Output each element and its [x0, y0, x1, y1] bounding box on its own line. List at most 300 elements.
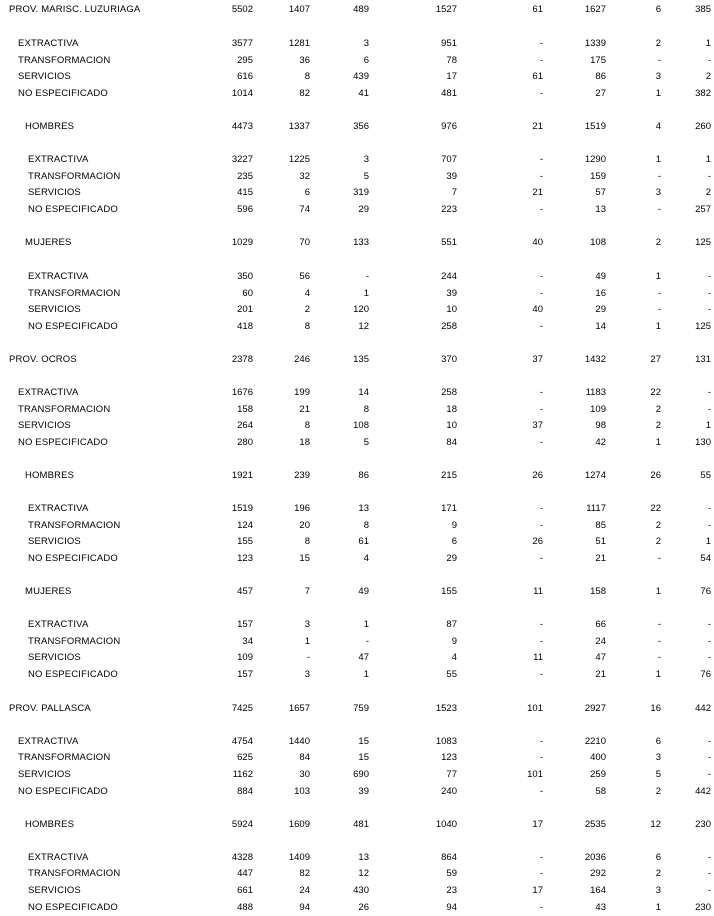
value-cell-col-8: -	[707, 752, 711, 763]
value-cell-col-1: 235	[237, 171, 253, 182]
value-cell-col-2: 1225	[288, 154, 310, 165]
value-cell-col-6: 21	[595, 669, 606, 680]
value-cell-col-4: 707	[441, 154, 457, 165]
value-cell-col-3: 26	[358, 902, 369, 913]
value-cell-col-7: 2	[655, 520, 661, 531]
value-cell-col-1: 124	[237, 520, 253, 531]
value-cell-col-6: 27	[595, 88, 606, 99]
category-row	[0, 70, 714, 84]
row-label: EXTRACTIVA	[18, 736, 79, 747]
value-cell-col-1: 34	[242, 636, 253, 647]
value-cell-col-6: 109	[590, 404, 606, 415]
value-cell-col-7: 1	[655, 88, 661, 99]
value-cell-col-8: -	[707, 619, 711, 630]
value-cell-col-4: 951	[441, 38, 457, 49]
row-label: NO ESPECIFICADO	[28, 902, 118, 913]
value-cell-col-5: -	[539, 88, 543, 99]
value-cell-col-2: 82	[299, 88, 310, 99]
value-cell-col-8: 76	[700, 586, 711, 597]
value-cell-col-7: 1	[655, 437, 661, 448]
value-cell-col-2: 1657	[288, 703, 310, 714]
value-cell-col-8: -	[707, 652, 711, 663]
subcategory-row	[0, 884, 714, 898]
value-cell-col-1: 1162	[232, 769, 253, 780]
value-cell-col-8: -	[707, 852, 711, 863]
value-cell-col-6: 159	[590, 171, 606, 182]
value-cell-col-3: 4	[363, 553, 369, 564]
value-cell-col-7: 22	[650, 503, 661, 514]
value-cell-col-7: 1	[655, 154, 661, 165]
value-cell-col-6: 1627	[584, 4, 606, 15]
value-cell-col-4: 84	[446, 437, 457, 448]
value-cell-col-3: 49	[358, 586, 369, 597]
value-cell-col-6: 1290	[584, 154, 606, 165]
value-cell-col-6: 158	[590, 586, 606, 597]
value-cell-col-3: 41	[358, 88, 369, 99]
category-row	[0, 403, 714, 417]
value-cell-col-5: -	[539, 852, 543, 863]
row-label: TRANSFORMACION	[18, 55, 111, 66]
row-label: NO ESPECIFICADO	[28, 669, 118, 680]
value-cell-col-2: 1409	[288, 852, 310, 863]
value-cell-col-8: 385	[695, 4, 711, 15]
value-cell-col-3: 8	[363, 404, 369, 415]
value-cell-col-4: 223	[441, 204, 457, 215]
value-cell-col-8: 76	[700, 669, 711, 680]
value-cell-col-1: 884	[237, 786, 253, 797]
value-cell-col-5: 11	[533, 652, 543, 663]
value-cell-col-1: 350	[237, 271, 253, 282]
value-cell-col-7: 2	[655, 786, 661, 797]
value-cell-col-1: 5924	[231, 819, 253, 830]
value-cell-col-7: 6	[655, 736, 661, 747]
gender-row	[0, 818, 714, 832]
value-cell-col-7: 22	[650, 387, 661, 398]
value-cell-col-1: 7425	[231, 703, 253, 714]
subcategory-row	[0, 851, 714, 865]
value-cell-col-2: 199	[294, 387, 310, 398]
value-cell-col-8: 442	[695, 786, 711, 797]
value-cell-col-3: -	[365, 271, 369, 282]
value-cell-col-5: -	[539, 404, 543, 415]
value-cell-col-2: 239	[294, 470, 310, 481]
value-cell-col-5: -	[539, 553, 543, 564]
value-cell-col-7: 3	[655, 885, 661, 896]
value-cell-col-8: -	[707, 271, 711, 282]
value-cell-col-4: 39	[446, 288, 457, 299]
value-cell-col-6: 16	[595, 288, 606, 299]
subcategory-row	[0, 502, 714, 516]
value-cell-col-3: 15	[358, 752, 369, 763]
category-row	[0, 37, 714, 51]
subcategory-row	[0, 153, 714, 167]
value-cell-col-8: 2	[705, 71, 711, 82]
gender-row	[0, 585, 714, 599]
value-cell-col-1: 1921	[231, 470, 253, 481]
value-cell-col-8: -	[707, 520, 711, 531]
value-cell-col-2: 82	[299, 868, 310, 879]
value-cell-col-6: 58	[595, 786, 606, 797]
subcategory-row	[0, 519, 714, 533]
value-cell-col-3: 3	[363, 154, 369, 165]
value-cell-col-2: 1440	[288, 736, 310, 747]
value-cell-col-3: 690	[353, 769, 369, 780]
value-cell-col-8: 1	[705, 420, 711, 431]
value-cell-col-2: 15	[299, 553, 310, 564]
value-cell-col-2: 21	[299, 404, 310, 415]
value-cell-col-5: -	[539, 321, 543, 332]
value-cell-col-8: -	[707, 636, 711, 647]
value-cell-col-1: 155	[237, 536, 253, 547]
value-cell-col-6: 1519	[584, 121, 606, 132]
value-cell-col-3: 5	[363, 171, 369, 182]
value-cell-col-3: 356	[353, 121, 369, 132]
value-cell-col-1: 158	[237, 404, 253, 415]
row-label: TRANSFORMACION	[28, 288, 121, 299]
value-cell-col-8: -	[707, 288, 711, 299]
category-row	[0, 785, 714, 799]
row-label: NO ESPECIFICADO	[28, 204, 118, 215]
value-cell-col-3: 47	[358, 652, 369, 663]
row-label: HOMBRES	[25, 121, 75, 132]
value-cell-col-4: 7	[451, 187, 457, 198]
row-label: TRANSFORMACION	[28, 636, 121, 647]
row-label: TRANSFORMACION	[28, 520, 121, 531]
row-label: SERVICIOS	[28, 885, 81, 896]
value-cell-col-5: 17	[532, 885, 543, 896]
subcategory-row	[0, 287, 714, 301]
value-cell-col-3: 1	[363, 669, 369, 680]
row-label: PROV. MARISC. LUZURIAGA	[9, 4, 141, 15]
row-label: MUJERES	[25, 586, 72, 597]
value-cell-col-6: 400	[590, 752, 606, 763]
value-cell-col-2: 30	[299, 769, 310, 780]
row-label: SERVICIOS	[28, 304, 81, 315]
gender-row	[0, 236, 714, 250]
value-cell-col-6: 2036	[584, 852, 606, 863]
value-cell-col-3: 481	[353, 819, 369, 830]
value-cell-col-6: 164	[590, 885, 606, 896]
value-cell-col-7: 3	[655, 71, 661, 82]
value-cell-col-7: -	[657, 204, 661, 215]
value-cell-col-7: 5	[655, 769, 661, 780]
value-cell-col-8: 55	[700, 470, 711, 481]
subcategory-row	[0, 270, 714, 284]
value-cell-col-8: -	[707, 736, 711, 747]
value-cell-col-7: -	[657, 636, 661, 647]
value-cell-col-7: -	[657, 288, 661, 299]
value-cell-col-4: 10	[446, 420, 457, 431]
value-cell-col-5: 17	[532, 819, 543, 830]
value-cell-col-2: 1281	[288, 38, 310, 49]
value-cell-col-7: -	[657, 55, 661, 66]
value-cell-col-1: 1519	[231, 503, 253, 514]
value-cell-col-5: -	[539, 503, 543, 514]
subcategory-row	[0, 320, 714, 334]
value-cell-col-5: -	[539, 619, 543, 630]
value-cell-col-1: 280	[237, 437, 253, 448]
value-cell-col-4: 1527	[435, 4, 457, 15]
value-cell-col-7: -	[657, 652, 661, 663]
value-cell-col-1: 661	[237, 885, 253, 896]
value-cell-col-5: 37	[532, 354, 543, 365]
value-cell-col-7: 6	[655, 852, 661, 863]
value-cell-col-6: 175	[590, 55, 606, 66]
value-cell-col-2: 32	[299, 171, 310, 182]
value-cell-col-8: -	[707, 171, 711, 182]
value-cell-col-6: 47	[595, 652, 606, 663]
value-cell-col-1: 418	[237, 321, 253, 332]
value-cell-col-3: 39	[358, 786, 369, 797]
value-cell-col-5: -	[539, 288, 543, 299]
value-cell-col-5: -	[539, 736, 543, 747]
value-cell-col-8: -	[707, 503, 711, 514]
value-cell-col-5: 11	[533, 586, 543, 597]
value-cell-col-8: 130	[695, 437, 711, 448]
value-cell-col-1: 415	[237, 187, 253, 198]
value-cell-col-4: 551	[441, 237, 457, 248]
value-cell-col-3: 14	[358, 387, 369, 398]
category-row	[0, 54, 714, 68]
value-cell-col-8: 382	[695, 88, 711, 99]
value-cell-col-1: 625	[237, 752, 253, 763]
value-cell-col-2: 6	[304, 187, 310, 198]
value-cell-col-7: 1	[655, 586, 661, 597]
value-cell-col-3: 15	[358, 736, 369, 747]
value-cell-col-6: 259	[590, 769, 606, 780]
value-cell-col-3: 6	[363, 55, 369, 66]
value-cell-col-3: 86	[358, 470, 369, 481]
value-cell-col-3: 3	[363, 38, 369, 49]
value-cell-col-2: 3	[304, 619, 310, 630]
subcategory-row	[0, 303, 714, 317]
value-cell-col-3: 489	[353, 4, 369, 15]
row-label: EXTRACTIVA	[28, 852, 89, 863]
value-cell-col-8: -	[707, 304, 711, 315]
value-cell-col-2: 1	[304, 636, 310, 647]
value-cell-col-2: 56	[299, 271, 310, 282]
category-row	[0, 87, 714, 101]
value-cell-col-3: 133	[353, 237, 369, 248]
value-cell-col-5: -	[539, 786, 543, 797]
value-cell-col-3: 8	[363, 520, 369, 531]
value-cell-col-8: 2	[705, 187, 711, 198]
value-cell-col-7: 2	[655, 404, 661, 415]
value-cell-col-6: 66	[595, 619, 606, 630]
value-cell-col-2: 1609	[288, 819, 310, 830]
value-cell-col-6: 2210	[584, 736, 606, 747]
row-label: NO ESPECIFICADO	[18, 437, 108, 448]
value-cell-col-4: 240	[441, 786, 457, 797]
value-cell-col-4: 9	[451, 636, 457, 647]
value-cell-col-7: 26	[650, 470, 661, 481]
value-cell-col-3: 430	[353, 885, 369, 896]
value-cell-col-2: -	[306, 652, 310, 663]
value-cell-col-8: -	[707, 885, 711, 896]
value-cell-col-2: 24	[299, 885, 310, 896]
value-cell-col-3: 29	[358, 204, 369, 215]
subcategory-row	[0, 635, 714, 649]
value-cell-col-7: 3	[655, 187, 661, 198]
value-cell-col-3: 61	[358, 536, 369, 547]
value-cell-col-3: 12	[358, 868, 369, 879]
value-cell-col-2: 1337	[288, 121, 310, 132]
value-cell-col-7: 12	[650, 819, 661, 830]
value-cell-col-1: 616	[237, 71, 253, 82]
province-row	[0, 3, 714, 17]
row-label: EXTRACTIVA	[28, 154, 89, 165]
value-cell-col-1: 596	[237, 204, 253, 215]
value-cell-col-2: 103	[294, 786, 310, 797]
subcategory-row	[0, 618, 714, 632]
value-cell-col-7: -	[657, 553, 661, 564]
value-cell-col-4: 1040	[435, 819, 457, 830]
value-cell-col-5: -	[539, 636, 543, 647]
value-cell-col-8: 257	[695, 204, 711, 215]
value-cell-col-7: 27	[650, 354, 661, 365]
subcategory-row	[0, 552, 714, 566]
value-cell-col-1: 109	[237, 652, 253, 663]
value-cell-col-4: 9	[451, 520, 457, 531]
value-cell-col-6: 1183	[585, 387, 606, 398]
value-cell-col-5: -	[539, 520, 543, 531]
value-cell-col-1: 123	[237, 553, 253, 564]
value-cell-col-3: 319	[353, 187, 369, 198]
value-cell-col-3: 13	[358, 503, 369, 514]
value-cell-col-6: 2535	[584, 819, 606, 830]
value-cell-col-8: 442	[695, 703, 711, 714]
value-cell-col-4: 123	[441, 752, 457, 763]
subcategory-row	[0, 651, 714, 665]
value-cell-col-8: 131	[695, 354, 711, 365]
value-cell-col-7: 3	[655, 752, 661, 763]
value-cell-col-4: 55	[446, 669, 457, 680]
value-cell-col-7: 16	[650, 703, 661, 714]
value-cell-col-2: 94	[299, 902, 310, 913]
value-cell-col-5: 40	[532, 237, 543, 248]
value-cell-col-4: 155	[441, 586, 457, 597]
value-cell-col-7: 1	[655, 902, 661, 913]
value-cell-col-7: 2	[655, 237, 661, 248]
value-cell-col-4: 171	[441, 503, 457, 514]
value-cell-col-1: 457	[237, 586, 253, 597]
value-cell-col-2: 70	[299, 237, 310, 248]
value-cell-col-4: 39	[446, 171, 457, 182]
value-cell-col-6: 21	[595, 553, 606, 564]
row-label: TRANSFORMACION	[28, 171, 121, 182]
value-cell-col-5: -	[539, 171, 543, 182]
value-cell-col-8: 125	[695, 321, 711, 332]
category-row	[0, 436, 714, 450]
value-cell-col-4: 258	[441, 387, 457, 398]
value-cell-col-1: 1014	[231, 88, 253, 99]
row-label: NO ESPECIFICADO	[28, 553, 118, 564]
row-label: EXTRACTIVA	[28, 619, 89, 630]
value-cell-col-8: 125	[695, 237, 711, 248]
value-cell-col-6: 29	[595, 304, 606, 315]
value-cell-col-3: 12	[358, 321, 369, 332]
row-label: SERVICIOS	[28, 187, 81, 198]
value-cell-col-4: 215	[441, 470, 457, 481]
province-row	[0, 702, 714, 716]
value-cell-col-2: 196	[294, 503, 310, 514]
value-cell-col-4: 78	[446, 55, 457, 66]
value-cell-col-1: 4754	[231, 736, 253, 747]
value-cell-col-5: -	[539, 868, 543, 879]
value-cell-col-7: 4	[655, 121, 661, 132]
value-cell-col-5: -	[539, 752, 543, 763]
value-cell-col-8: 1	[705, 154, 711, 165]
value-cell-col-6: 86	[595, 71, 606, 82]
value-cell-col-2: 8	[304, 321, 310, 332]
value-cell-col-1: 201	[237, 304, 253, 315]
value-cell-col-7: 6	[655, 4, 661, 15]
value-cell-col-6: 98	[595, 420, 606, 431]
value-cell-col-3: 759	[353, 703, 369, 714]
value-cell-col-5: -	[539, 204, 543, 215]
value-cell-col-7: 2	[655, 868, 661, 879]
value-cell-col-7: 1	[655, 271, 661, 282]
value-cell-col-6: 57	[595, 187, 606, 198]
value-cell-col-4: 4	[451, 652, 457, 663]
value-cell-col-1: 1676	[231, 387, 253, 398]
value-cell-col-2: 3	[304, 669, 310, 680]
row-label: SERVICIOS	[18, 71, 71, 82]
value-cell-col-5: 101	[527, 769, 543, 780]
category-row	[0, 419, 714, 433]
value-cell-col-7: -	[657, 304, 661, 315]
value-cell-col-1: 3577	[231, 38, 253, 49]
value-cell-col-6: 14	[595, 321, 606, 332]
value-cell-col-5: -	[539, 669, 543, 680]
row-label: SERVICIOS	[18, 420, 71, 431]
value-cell-col-5: -	[539, 437, 543, 448]
value-cell-col-1: 295	[237, 55, 253, 66]
row-label: NO ESPECIFICADO	[18, 786, 108, 797]
value-cell-col-1: 5502	[231, 4, 253, 15]
value-cell-col-5: -	[539, 38, 543, 49]
gender-row	[0, 120, 714, 134]
subcategory-row	[0, 867, 714, 881]
value-cell-col-2: 1407	[288, 4, 310, 15]
value-cell-col-4: 18	[446, 404, 457, 415]
value-cell-col-3: 5	[363, 437, 369, 448]
value-cell-col-7: -	[657, 171, 661, 182]
value-cell-col-5: -	[539, 271, 543, 282]
value-cell-col-8: -	[707, 387, 711, 398]
value-cell-col-5: 21	[532, 121, 543, 132]
value-cell-col-3: 1	[363, 619, 369, 630]
category-row	[0, 386, 714, 400]
value-cell-col-4: 59	[446, 868, 457, 879]
value-cell-col-8: -	[707, 868, 711, 879]
value-cell-col-1: 157	[237, 669, 253, 680]
value-cell-col-4: 481	[441, 88, 457, 99]
value-cell-col-8: 230	[695, 819, 711, 830]
value-cell-col-1: 4328	[231, 852, 253, 863]
value-cell-col-6: 1117	[586, 503, 606, 514]
value-cell-col-1: 488	[237, 902, 253, 913]
value-cell-col-4: 1083	[435, 736, 457, 747]
subcategory-row	[0, 186, 714, 200]
value-cell-col-3: 1	[363, 288, 369, 299]
value-cell-col-3: -	[365, 636, 369, 647]
value-cell-col-4: 6	[451, 536, 457, 547]
value-cell-col-4: 23	[446, 885, 457, 896]
subcategory-row	[0, 170, 714, 184]
value-cell-col-1: 4473	[231, 121, 253, 132]
value-cell-col-8: 1	[705, 38, 711, 49]
